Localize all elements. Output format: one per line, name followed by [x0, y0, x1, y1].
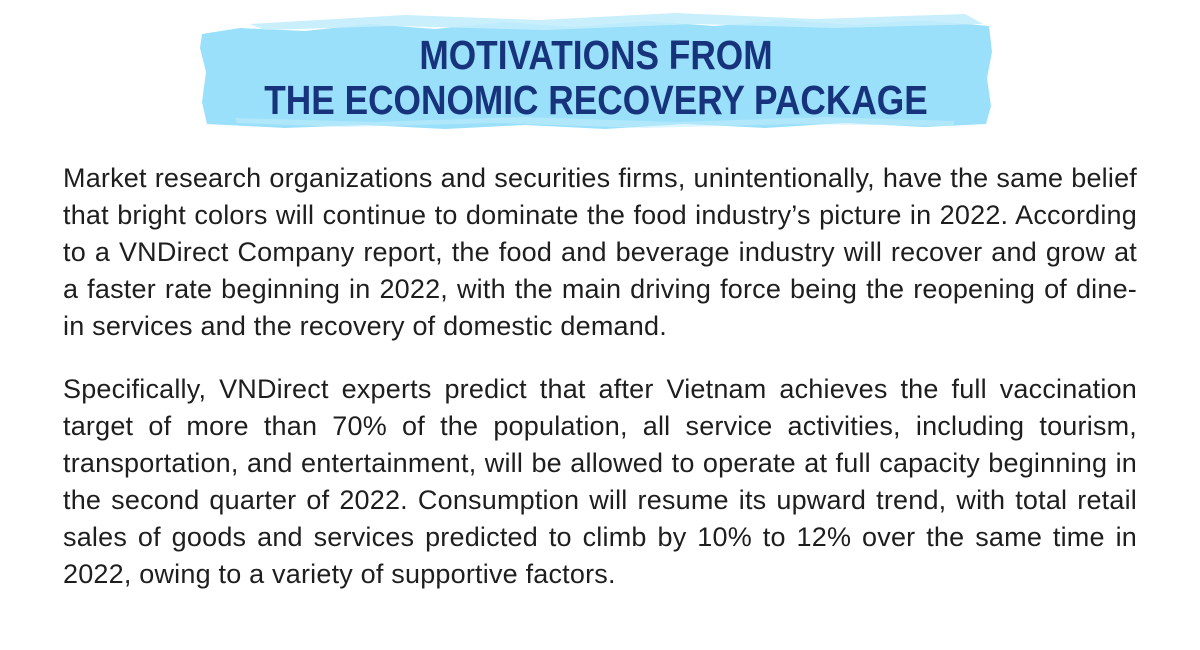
paragraph-1: Market research organizations and securities firms, unintentionally, have the same belief that bright colors will continue to dominate the food industry’s picture in 2022. According to a VNDirect Company report, the food and beverage industry will recover and grow at a faster rate beginning in 2022, with the main driving force being the reopening of dine-in services and the recovery of domestic demand. — [63, 163, 1137, 341]
title-line-2: THE ECONOMIC RECOVERY PACKAGE — [264, 77, 928, 123]
page-title — [251, 33, 941, 123]
paragraph-2: Specifically, VNDirect experts predict that after Vietnam achieves the full vaccination target of more than 70% of the population, all service activities, including tourism, transportation, and entertainment, will be allowed to operate at full capacity beginning in the second quarter of 2022. Consumption will resume its upward trend, with total retail sales of goods and services predicted to climb by 10% to 12% over the same time in 2022, owing to a variety of supportive factors. — [63, 374, 1137, 589]
article-body — [63, 160, 1137, 593]
title-banner — [195, 10, 997, 132]
title-line-1: MOTIVATIONS FROM — [419, 32, 773, 78]
